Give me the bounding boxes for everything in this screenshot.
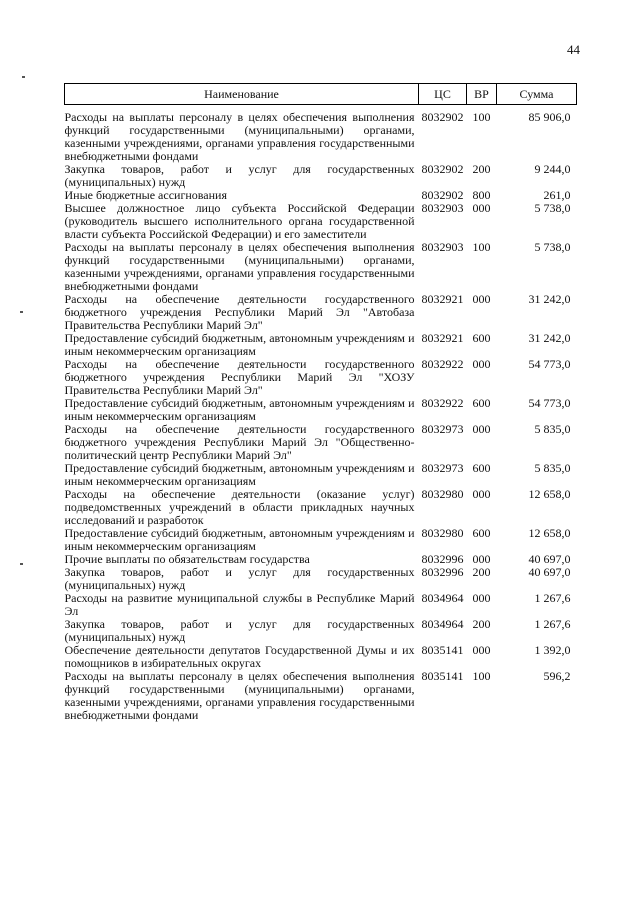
row-cs-code: 8032921 (421, 331, 464, 345)
table-body (65, 105, 577, 723)
row-vr-code: 600 (472, 331, 491, 345)
row-cs-code: 8035141 (421, 643, 464, 657)
row-sum: 1 267,6 (534, 591, 571, 605)
row-cs-code: 8032922 (421, 396, 464, 410)
row-vr-code: 200 (472, 565, 491, 579)
table-row (65, 105, 577, 164)
table-header-row (65, 84, 577, 105)
row-cs-code: 8032996 (421, 565, 464, 579)
table-row (65, 670, 577, 722)
row-name: Расходы на развитие муниципальной службы в Республике Марий Эл (64, 591, 415, 618)
row-sum: 40 697,0 (528, 565, 571, 579)
row-cs-code: 8032902 (421, 162, 464, 176)
row-cs-code: 8032903 (421, 240, 464, 254)
row-sum: 31 242,0 (528, 331, 571, 345)
table-row (65, 241, 577, 293)
table-row (65, 397, 577, 423)
row-cs-code: 8032921 (421, 292, 464, 306)
row-cs-code: 8032903 (421, 201, 464, 215)
budget-table (64, 83, 577, 722)
row-vr-code: 000 (472, 201, 491, 215)
row-sum: 596,2 (543, 669, 571, 683)
row-sum: 5 738,0 (534, 201, 571, 215)
table-row (65, 423, 577, 462)
row-name: Расходы на выплаты персоналу в целях обеспечения выполнения функций государственными (муниципальными) органами, казенными учреждениями, органами управления государственными внебюджетными фондами (64, 669, 415, 722)
row-name: Расходы на обеспечение деятельности государственного бюджетного учреждения Республики Марий Эл "Автобаза Правительства Республики Марий Эл" (64, 292, 415, 332)
row-sum: 12 658,0 (528, 526, 571, 540)
row-sum: 85 906,0 (528, 110, 571, 124)
margin-mark (20, 563, 23, 565)
row-name: Расходы на выплаты персоналу в целях обеспечения выполнения функций государственными (муниципальными) органами, казенными учреждениями, органами управления государственными внебюджетными фондами (64, 110, 415, 163)
row-cs-code: 8034964 (421, 591, 464, 605)
table-row (65, 462, 577, 488)
row-name: Предоставление субсидий бюджетным, автономным учреждениям и иным некоммерческим организациям (64, 396, 415, 423)
table-row (65, 163, 577, 189)
row-sum: 5 835,0 (534, 422, 571, 436)
table-row (65, 527, 577, 553)
header-cs: ЦС (419, 84, 467, 105)
row-vr-code: 200 (472, 617, 491, 631)
row-name: Прочие выплаты по обязательствам государства (64, 552, 310, 566)
row-sum: 54 773,0 (528, 357, 571, 371)
row-vr-code: 000 (472, 292, 491, 306)
table-row (65, 592, 577, 618)
table-row (65, 566, 577, 592)
header-name: Наименование (65, 84, 419, 105)
table-row (65, 332, 577, 358)
row-sum: 1 267,6 (534, 617, 571, 631)
row-name: Закупка товаров, работ и услуг для государственных (муниципальных) нужд (64, 617, 415, 644)
row-sum: 261,0 (543, 188, 571, 202)
row-vr-code: 600 (472, 526, 491, 540)
header-vr: ВР (467, 84, 497, 105)
row-name: Расходы на обеспечение деятельности государственного бюджетного учреждения Республики Марий Эл "ХОЗУ Правительства Республики Марий Эл" (64, 357, 415, 397)
row-cs-code: 8032922 (421, 357, 464, 371)
row-sum: 9 244,0 (534, 162, 571, 176)
row-vr-code: 200 (472, 162, 491, 176)
row-cs-code: 8032980 (421, 526, 464, 540)
row-vr-code: 000 (472, 357, 491, 371)
row-vr-code: 800 (472, 188, 491, 202)
row-name: Закупка товаров, работ и услуг для государственных (муниципальных) нужд (64, 162, 415, 189)
row-sum: 5 738,0 (534, 240, 571, 254)
table-row (65, 488, 577, 527)
row-sum: 1 392,0 (534, 643, 571, 657)
row-vr-code: 600 (472, 396, 491, 410)
row-cs-code: 8034964 (421, 617, 464, 631)
row-vr-code: 000 (472, 552, 491, 566)
table-row (65, 202, 577, 241)
margin-mark (22, 76, 25, 78)
row-name: Предоставление субсидий бюджетным, автономным учреждениям и иным некоммерческим организациям (64, 331, 415, 358)
row-name: Предоставление субсидий бюджетным, автономным учреждениям и иным некоммерческим организациям (64, 526, 415, 553)
row-sum: 31 242,0 (528, 292, 571, 306)
row-vr-code: 000 (472, 487, 491, 501)
row-cs-code: 8032996 (421, 552, 464, 566)
row-cs-code: 8035141 (421, 669, 464, 683)
row-vr-code: 600 (472, 461, 491, 475)
table-row (65, 618, 577, 644)
row-name: Расходы на обеспечение деятельности государственного бюджетного учреждения Республики Марий Эл "Общественно-политический центр Республики Марий Эл" (64, 422, 415, 462)
row-vr-code: 100 (472, 240, 491, 254)
row-vr-code: 100 (472, 669, 491, 683)
row-sum: 12 658,0 (528, 487, 571, 501)
row-name: Расходы на обеспечение деятельности (оказание услуг) подведомственных учреждений в области прикладных научных исследований и разработок (64, 487, 415, 527)
row-vr-code: 000 (472, 422, 491, 436)
row-cs-code: 8032902 (421, 110, 464, 124)
row-sum: 5 835,0 (534, 461, 571, 475)
row-name: Закупка товаров, работ и услуг для государственных (муниципальных) нужд (64, 565, 415, 592)
header-sum: Сумма (497, 84, 577, 105)
row-name: Иные бюджетные ассигнования (64, 188, 227, 202)
row-vr-code: 000 (472, 591, 491, 605)
row-sum: 54 773,0 (528, 396, 571, 410)
page-number: 44 (567, 42, 580, 57)
table-row (65, 644, 577, 670)
row-name: Предоставление субсидий бюджетным, автономным учреждениям и иным некоммерческим организациям (64, 461, 415, 488)
margin-mark (20, 311, 23, 313)
row-vr-code: 000 (472, 643, 491, 657)
row-cs-code: 8032973 (421, 461, 464, 475)
row-cs-code: 8032980 (421, 487, 464, 501)
row-cs-code: 8032973 (421, 422, 464, 436)
row-sum: 40 697,0 (528, 552, 571, 566)
row-cs-code: 8032902 (421, 188, 464, 202)
table-row (65, 358, 577, 397)
row-vr-code: 100 (472, 110, 491, 124)
row-name: Расходы на выплаты персоналу в целях обеспечения выполнения функций государственными (муниципальными) органами, казенными учреждениями, органами управления государственными внебюджетными фондами (64, 240, 415, 293)
row-name: Обеспечение деятельности депутатов Государственной Думы и их помощников в избирательных округах (64, 643, 415, 670)
table-row (65, 293, 577, 332)
row-name: Высшее должностное лицо субъекта Российской Федерации (руководитель высшего исполнительного органа государственной власти субъекта Российской Федерации) и его заместители (64, 201, 415, 241)
